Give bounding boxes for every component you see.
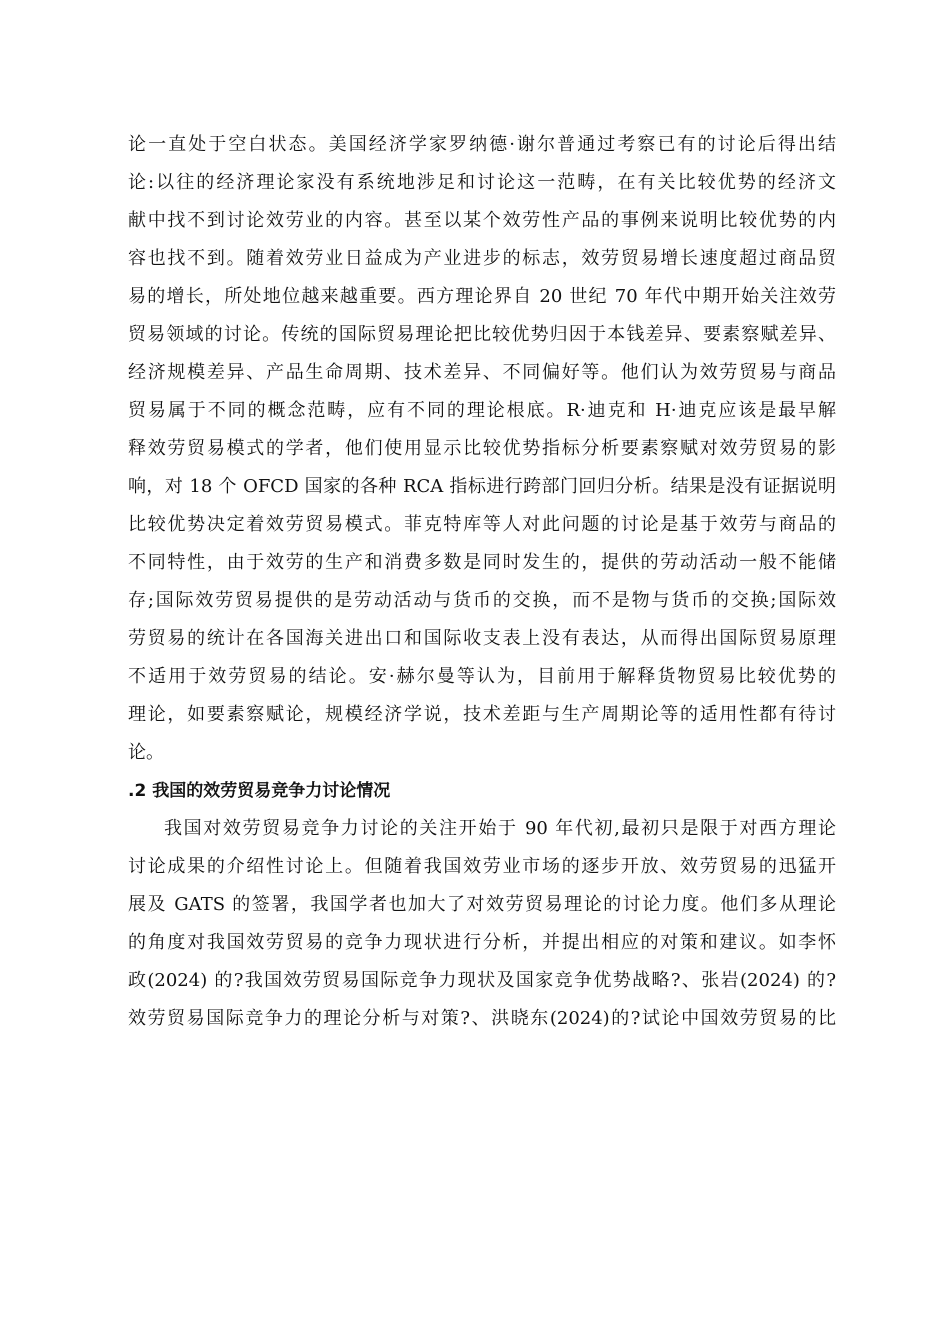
paragraph-line: 政(2024) 的?我国效劳贸易国际竞争力现状及国家竞争优势战略?、张岩(2024) 的? (128, 970, 836, 991)
paragraph-2 (128, 810, 836, 1038)
paragraph-line: 我国对效劳贸易竞争力讨论的关注开始于 90 年代初,最初只是限于对西方理论 (164, 818, 836, 839)
paragraph-line: 效劳贸易国际竞争力的理论分析与对策?、洪晓东(2024)的?试论中国效劳贸易的比 (128, 1008, 836, 1029)
paragraph-line: 贸易领域的讨论。传统的国际贸易理论把比较优势归因于本钱差异、要素察赋差异、 (128, 324, 836, 345)
document-body (128, 126, 836, 1038)
paragraph-line: 贸易属于不同的概念范畴，应有不同的理论根底。R·迪克和 H·迪克应该是最早解 (128, 400, 836, 421)
paragraph-line: 存;国际效劳贸易提供的是劳动活动与货币的交换，而不是物与货币的交换;国际效 (128, 590, 836, 611)
paragraph-line: 不适用于效劳贸易的结论。安·赫尔曼等认为，目前用于解释货物贸易比较优势的 (128, 666, 836, 687)
paragraph-line: 释效劳贸易模式的学者，他们使用显示比较优势指标分析要素察赋对效劳贸易的影 (128, 438, 836, 459)
paragraph-line: 响，对 18 个 OFCD 国家的各种 RCA 指标进行跨部门回归分析。结果是没有证据说明 (128, 476, 836, 497)
section-heading: .2 我国的效劳贸易竞争力讨论情况 (128, 781, 391, 801)
paragraph-line: 容也找不到。随着效劳业日益成为产业进步的标志，效劳贸易增长速度超过商品贸 (128, 248, 836, 269)
paragraph-line: 论。 (128, 742, 164, 763)
paragraph-line: 论一直处于空白状态。美国经济学家罗纳德·谢尔普通过考察已有的讨论后得出结 (128, 134, 836, 155)
paragraph-line: 展及 GATS 的签署，我国学者也加大了对效劳贸易理论的讨论力度。他们多从理论 (128, 894, 836, 915)
paragraph-line: 论:以往的经济理论家没有系统地涉足和讨论这一范畴，在有关比较优势的经济文 (128, 172, 836, 193)
paragraph-line: 劳贸易的统计在各国海关进出口和国际收支表上没有表达，从而得出国际贸易原理 (128, 628, 836, 649)
paragraph-line: 不同特性，由于效劳的生产和消费多数是同时发生的，提供的劳动活动一般不能储 (128, 552, 836, 573)
paragraph-line: 的角度对我国效劳贸易的竞争力现状进行分析，并提出相应的对策和建议。如李怀 (128, 932, 836, 953)
paragraph-line: 经济规模差异、产品生命周期、技术差异、不同偏好等。他们认为效劳贸易与商品 (128, 362, 836, 383)
paragraph-1 (128, 126, 836, 772)
paragraph-line: 献中找不到讨论效劳业的内容。甚至以某个效劳性产品的事例来说明比较优势的内 (128, 210, 836, 231)
paragraph-line: 理论，如要素察赋论，规模经济学说，技术差距与生产周期论等的适用性都有待讨 (128, 704, 836, 725)
paragraph-line: 比较优势决定着效劳贸易模式。菲克特库等人对此问题的讨论是基于效劳与商品的 (128, 514, 836, 535)
paragraph-line: 讨论成果的介绍性讨论上。但随着我国效劳业市场的逐步开放、效劳贸易的迅猛开 (128, 856, 836, 877)
paragraph-line: 易的增长，所处地位越来越重要。西方理论界自 20 世纪 70 年代中期开始关注效劳 (128, 286, 836, 307)
